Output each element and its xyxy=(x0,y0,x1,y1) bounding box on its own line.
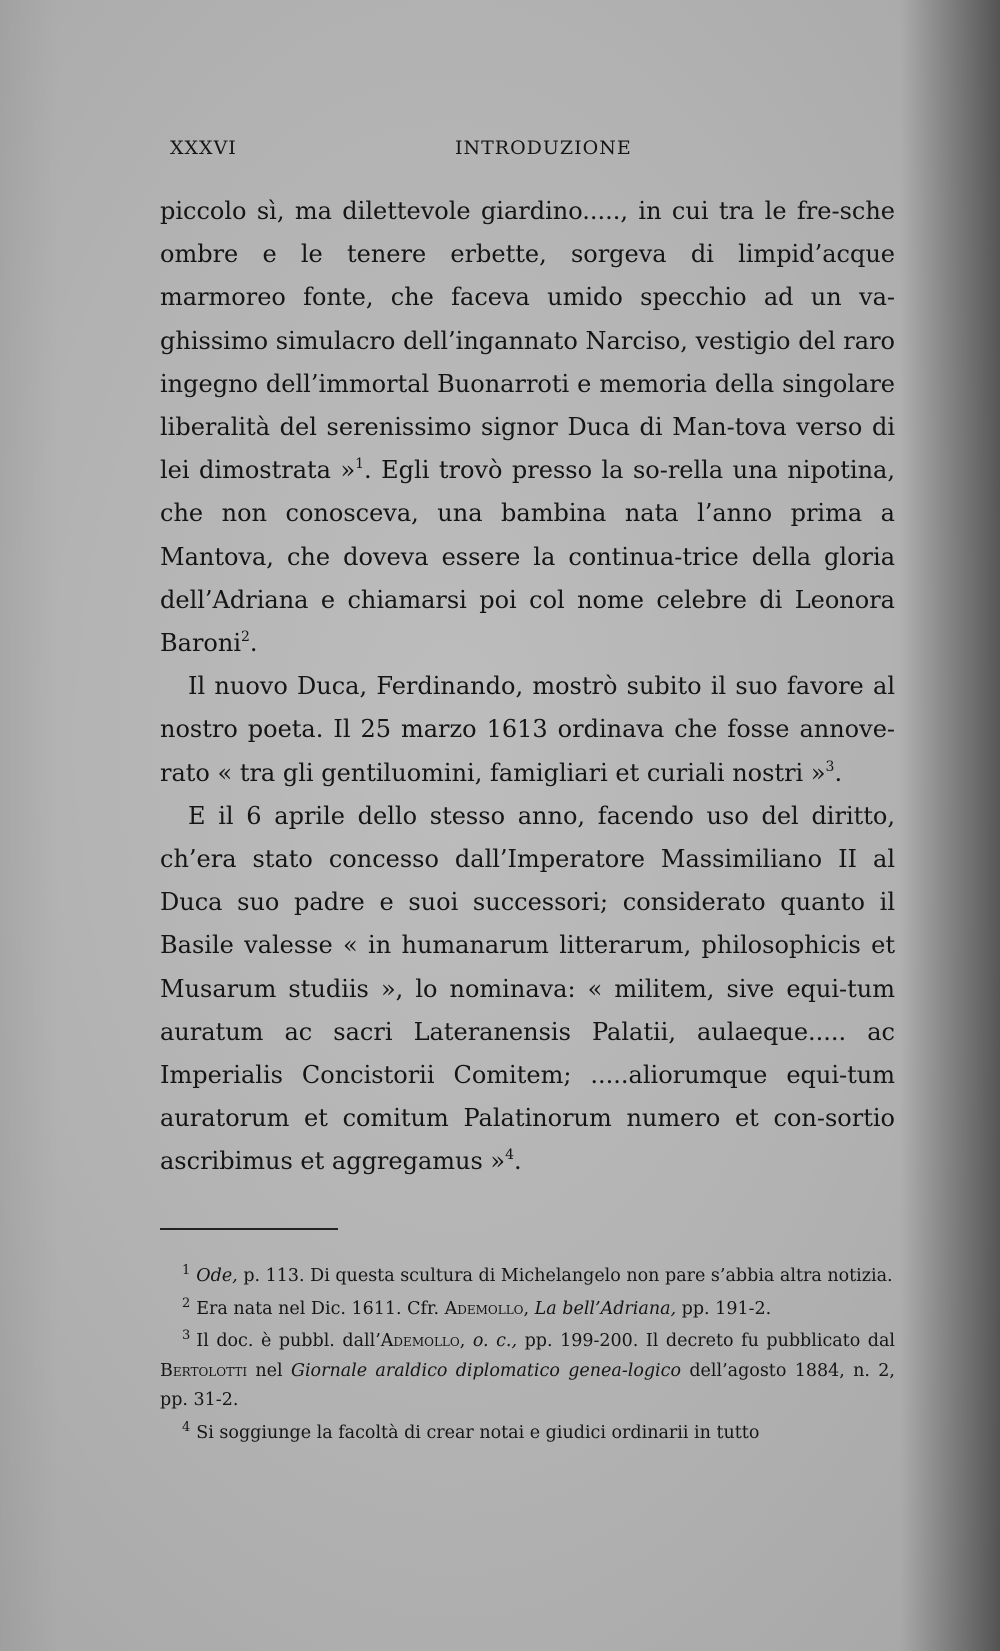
footnote-1 xyxy=(160,1262,895,1292)
footnote-2-text-a: Era nata nel Dic. 1611. Cfr. xyxy=(196,1298,445,1319)
body-text xyxy=(160,190,895,1184)
footnote-ref-2[interactable]: 2 xyxy=(241,629,250,646)
footnote-1-number: 1 xyxy=(182,1263,191,1278)
footnote-1-italic: Ode, xyxy=(196,1266,238,1286)
running-title: INTRODUZIONE xyxy=(455,137,632,159)
paragraph-3-text-a: E il 6 aprile dello stesso anno, facendo uso del diritto, ch’era stato concesso dall’Imperatore Massimiliano II al Duca suo padre e suoi successori; considerato quanto il Basile valesse « in humanarum litterarum, philosophicis et Musarum studiis », lo nominava: « militem, sive equi-tum auratum ac sacri Lateranensis Palatii, aulaeque..... ac Imperialis Concistorii Comitem; .....aliorumque equi-tum auratorum et comitum Palatinorum numero et con-sortio ascribimus et aggregamus » xyxy=(160,801,895,1176)
footnote-ref-1[interactable]: 1 xyxy=(355,456,365,473)
footnote-ref-3[interactable]: 3 xyxy=(825,758,835,775)
footnote-3-text-d: nel xyxy=(247,1360,291,1381)
footnote-3-italic-b: Giornale araldico diplomatico genea-logico xyxy=(290,1360,681,1381)
footnote-2-text-b: , xyxy=(523,1298,535,1319)
footnote-3-text-e: dell’agosto 1884, n. 2, pp. 31-2. xyxy=(160,1360,895,1410)
footnote-1-text: p. 113. Di questa scultura di Michelangelo non pare s’abbia altra notizia. xyxy=(237,1266,893,1286)
paragraph-2-text-b: . xyxy=(834,758,843,787)
paragraph-1-text-c: . xyxy=(249,629,258,658)
paragraph-1-text-a: piccolo sì, ma dilettevole giardino....., in cui tra le fre-sche ombre e le tenere erbette, sorgeva di limpid’acque marmoreo fonte, che faceva umido specchio ad un va-ghissimo simulacro dell’ingannato Narciso, vestigio del raro ingegno dell’immortal Buonarroti e memoria della singolare liberalità del serenissimo signor Duca di Man-tova verso di lei dimostrata » xyxy=(160,197,895,485)
footnote-2-italic: La bell’Adriana, xyxy=(534,1298,677,1319)
footnote-4-number: 4 xyxy=(182,1419,191,1435)
paragraph-3 xyxy=(160,795,895,1184)
footnote-3-italic-a: o. c., xyxy=(472,1331,518,1351)
footnote-3-author: Ademollo xyxy=(380,1331,460,1351)
footnote-4 xyxy=(160,1419,895,1449)
footnote-3-text-b: , xyxy=(459,1331,473,1351)
footnote-divider xyxy=(160,1228,338,1230)
paragraph-2-text-a: Il nuovo Duca, Ferdinando, mostrò subito il suo favore al nostro poeta. Il 25 marzo 1613 ordinava che fosse annove-rato « tra gli gentiluomini, famigliari et curiali nostri » xyxy=(160,672,895,787)
footnote-3-text-a: Il doc. è pubbl. dall’ xyxy=(196,1331,381,1351)
paragraph-1-text-b: . Egli trovò presso la so-rella una nipotina, che non conosceva, una bambina nata l’anno prima a Mantova, che doveva essere la continua-trice della gloria dell’Adriana e chiamarsi poi col nome celebre di Leonora Baroni xyxy=(160,456,895,658)
footnote-2-text-c: pp. 191-2. xyxy=(676,1298,772,1319)
paragraph-2 xyxy=(160,665,895,795)
footnote-3-number: 3 xyxy=(182,1328,191,1343)
footnote-2-author: Ademollo xyxy=(444,1298,524,1319)
footnote-3 xyxy=(160,1327,895,1416)
footnote-3-text-c: pp. 199-200. Il decreto fu pubblicato dal xyxy=(517,1331,896,1351)
footnote-2-number: 2 xyxy=(182,1295,191,1311)
footnote-4-text: Si soggiunge la facoltà di crear notai e giudici ordinarii in tutto xyxy=(196,1422,760,1443)
footnote-2 xyxy=(160,1295,895,1325)
paragraph-3-text-b: . xyxy=(514,1147,522,1176)
footnotes xyxy=(160,1262,895,1451)
page-number: XXXVI xyxy=(170,137,237,159)
paragraph-1 xyxy=(160,190,895,665)
running-head xyxy=(160,137,900,167)
footnote-ref-4[interactable]: 4 xyxy=(505,1147,515,1164)
footnote-3-author-2: Bertolotti xyxy=(160,1360,248,1381)
